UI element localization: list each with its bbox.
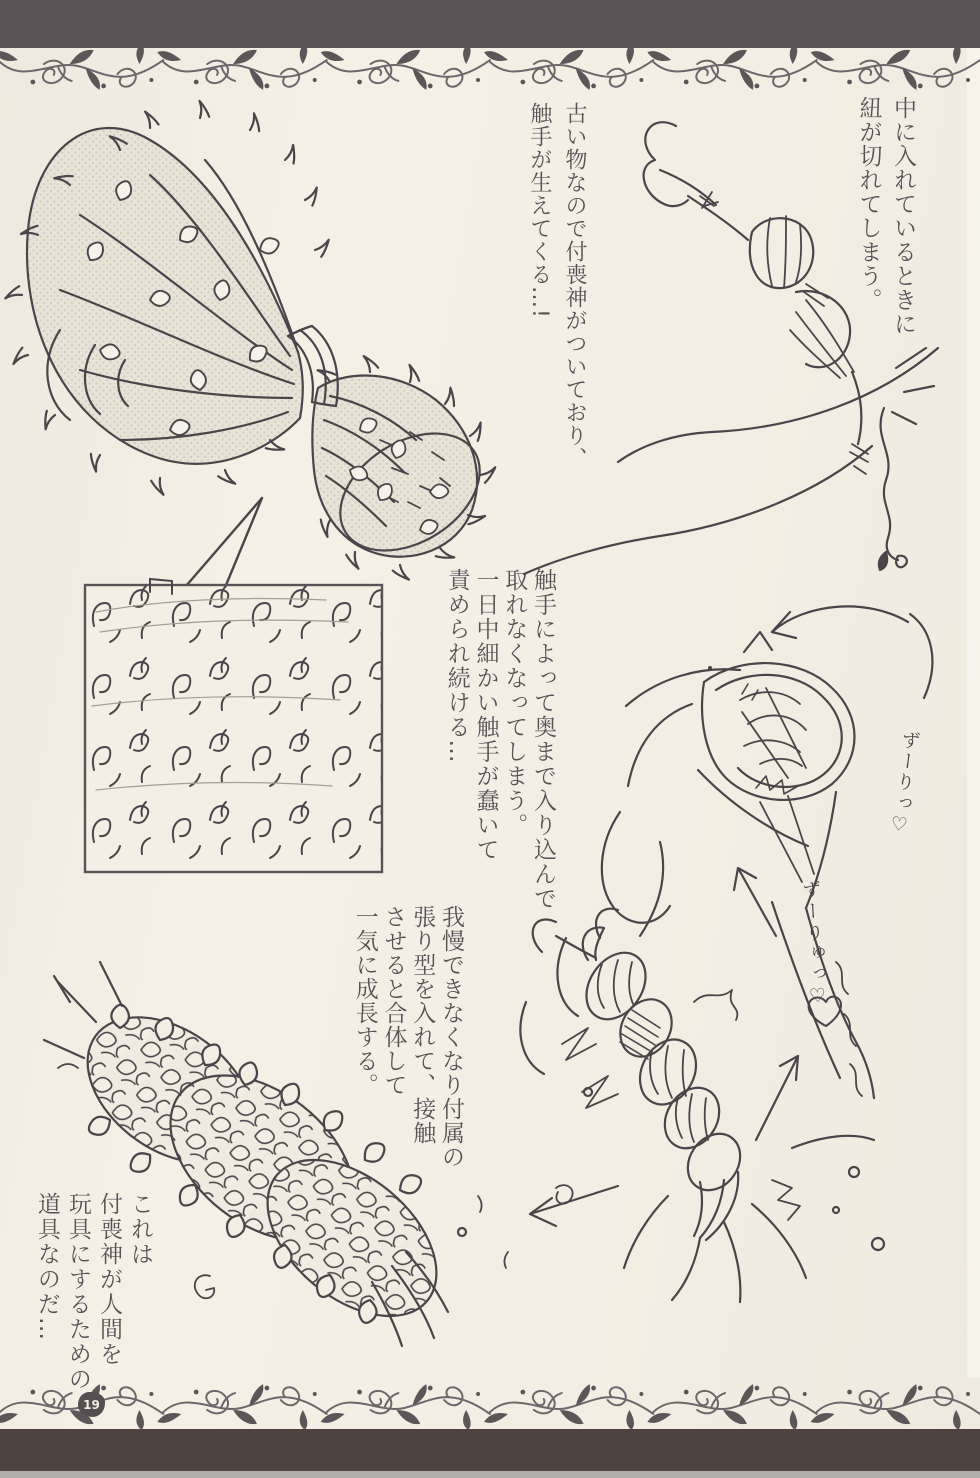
caption-growth	[350, 905, 465, 1169]
snap-emphasis-lines	[892, 348, 934, 424]
caption-line: 一日中細かい触手が蠢いて	[472, 568, 499, 862]
left-arrow	[530, 1186, 618, 1226]
insertion-sketch	[602, 606, 933, 1098]
caption-line: 取れなくなってしまう。	[501, 568, 528, 838]
vine-border-bottom	[0, 1376, 980, 1430]
splash-lines	[624, 1196, 806, 1302]
top-press-band	[0, 0, 980, 48]
caption-tsukumogami	[522, 102, 592, 470]
loose-cord	[881, 408, 898, 560]
sfx-slip-2: ずーりゅっ♡	[798, 879, 830, 1010]
caption-line: 玩具にするための	[64, 1192, 91, 1392]
caption-line: 古い物なので付喪神がついており、	[562, 102, 587, 470]
brush-sketch	[4, 101, 501, 584]
caption-line: 紐が切れてしまう。	[855, 96, 882, 312]
up-arrow	[756, 1056, 798, 1140]
caption-stuck	[442, 568, 557, 911]
page-number: 19	[83, 1397, 100, 1412]
caption-broken-string	[851, 96, 920, 336]
caption-conclusion	[31, 1192, 155, 1392]
caption-line: 触手によって奥まで入り込んで	[530, 568, 556, 911]
callout-wedge	[186, 498, 262, 590]
page-number-badge	[78, 1392, 105, 1417]
caption-line: 張り型を入れて、接触	[409, 905, 436, 1145]
sfx-slip-1: ずーりっ♡	[886, 729, 922, 839]
caption-line: 我慢できなくなり付属の	[438, 905, 464, 1169]
caption-line: 付喪神が人間を	[95, 1192, 122, 1367]
caption-line: これは	[127, 1192, 153, 1267]
up-left-arrow	[734, 868, 776, 936]
detail-inset-box	[85, 498, 382, 872]
vine-border-top	[0, 46, 980, 100]
caption-line: 触手が生えてくる…!	[526, 102, 552, 319]
bottom-page-edge	[0, 1471, 980, 1478]
caption-line: 一気に成長する。	[351, 905, 378, 1097]
caption-line: 道具なのだ…	[33, 1192, 60, 1342]
curved-arrow	[772, 606, 908, 632]
bottom-press-band	[0, 1429, 980, 1471]
caption-line: させると合体して	[380, 905, 407, 1097]
caption-line: 責められ続ける…	[443, 568, 470, 764]
caption-line: 中に入れているときに	[890, 96, 916, 336]
